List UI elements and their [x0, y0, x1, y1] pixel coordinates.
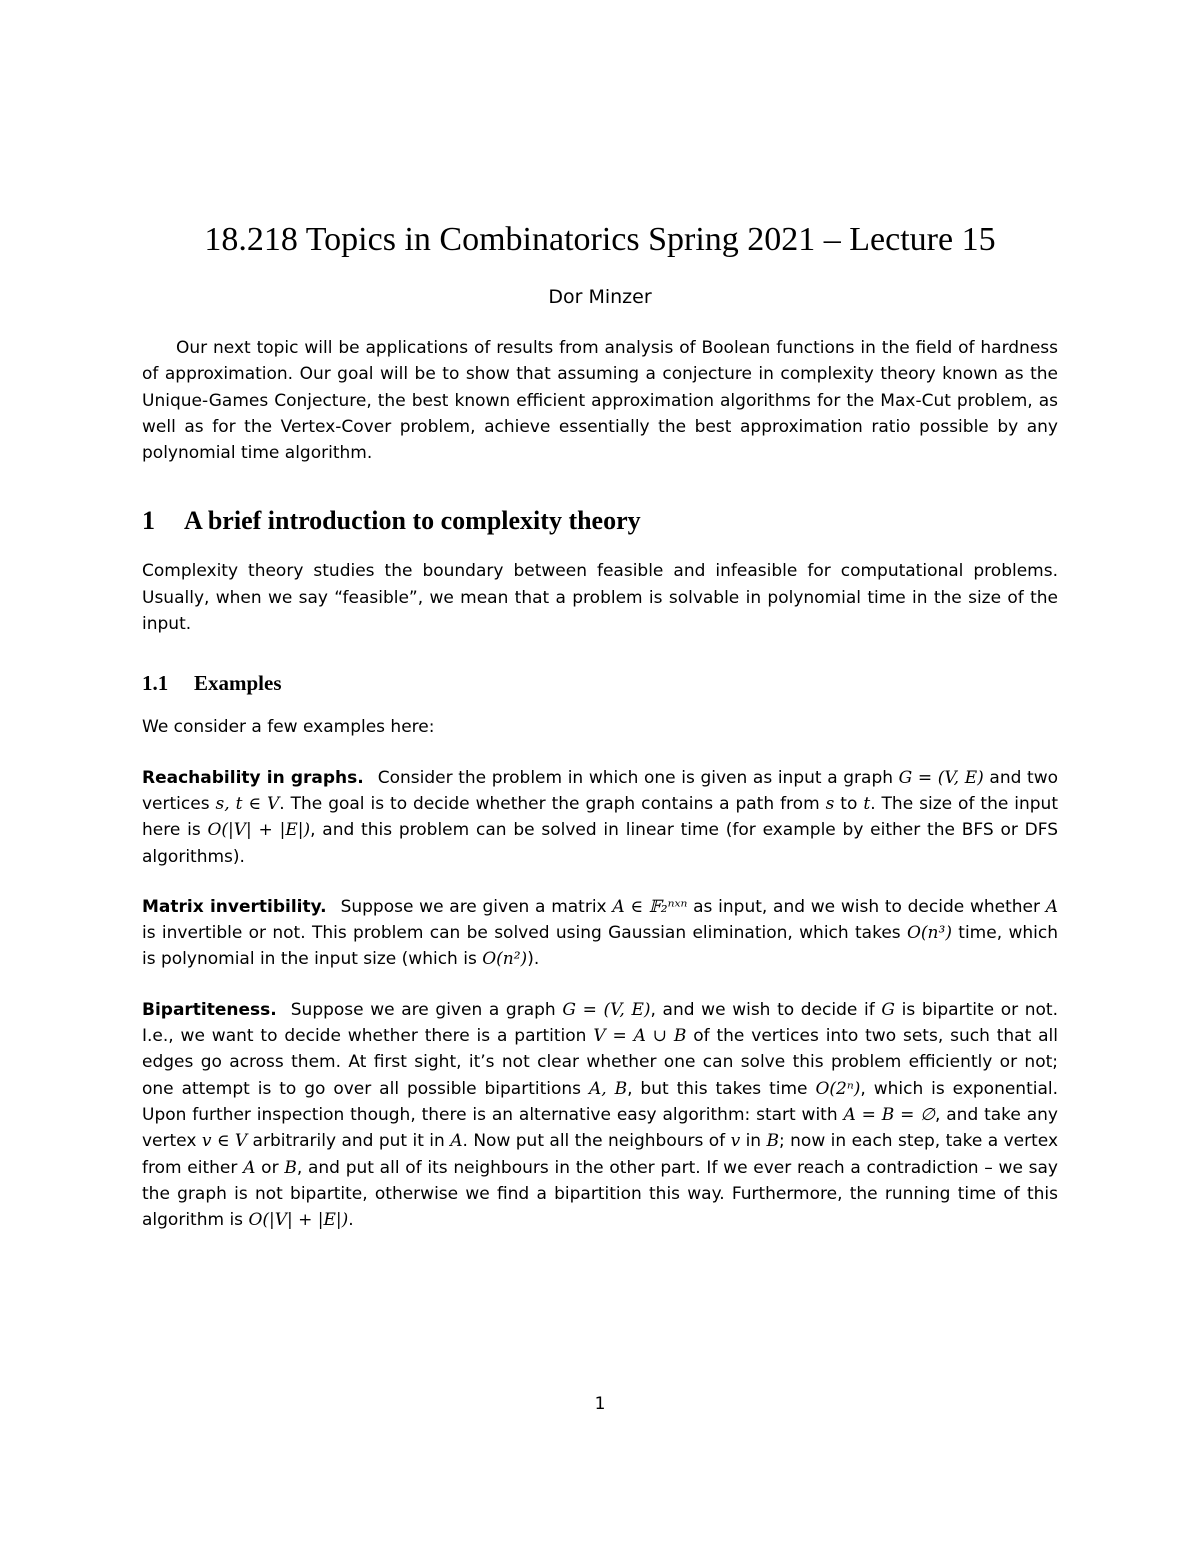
math-expression: A = B = ∅	[843, 1104, 935, 1125]
math-expression: A	[243, 1157, 256, 1178]
text-run: time, which is polynomial in the input size (which is	[142, 923, 1058, 970]
text-run: as input, and we wish to decide whether	[687, 896, 1046, 917]
example-reachability	[142, 765, 1058, 870]
math-expression: O(n²)	[482, 949, 528, 970]
text-run: . Now put all the neighbours of	[462, 1131, 731, 1152]
intro-paragraph: Our next topic will be applications of results from analysis of Boolean functions in the field of hardness of approximation. Our goal will be to show that assuming a conjecture in complexity theory known as the Unique-Games Conjecture, the best known efficient approximation algorithms for the Max-Cut problem, as well as for the Vertex-Cover problem, achieve essentially the best approximation ratio possible by any polynomial time algorithm.	[142, 338, 1058, 464]
text-run: .	[348, 1210, 354, 1231]
text-run: . The goal is to decide whether the graph contains a path from	[279, 793, 826, 814]
math-expression: v	[730, 1131, 741, 1152]
subsection-title: Examples	[194, 671, 282, 696]
text-run: , but this takes time	[627, 1078, 816, 1099]
text-run: and two vertices	[142, 767, 1059, 814]
math-expression: O(n³)	[906, 923, 952, 944]
math-expression: V = A ∪ B	[593, 1026, 687, 1047]
math-expression: G = (V, E)	[898, 767, 984, 788]
section-number: 1	[142, 506, 155, 536]
text-run: in	[740, 1131, 767, 1152]
text-run: is bipartite or not. I.e., we want to decide whether there is a partition	[142, 999, 1058, 1047]
text-run: or	[255, 1157, 285, 1178]
math-expression: A ∈ 𝔽₂ⁿˣⁿ	[612, 896, 688, 917]
text-run: Suppose we are given a graph	[290, 999, 563, 1020]
math-expression: v ∈ V	[201, 1131, 248, 1152]
math-expression: O(|V| + |E|)	[207, 820, 311, 841]
text-run: Consider the problem in which one is given as input a graph	[377, 767, 899, 788]
subsection-body: We consider a few examples here:	[142, 717, 435, 738]
text-run: is invertible or not. This problem can be solved using Gaussian elimination, which takes	[142, 923, 907, 944]
example-heading: Matrix invertibility.	[142, 896, 327, 917]
page-number: 1	[594, 1394, 606, 1414]
text-run: of the vertices into two sets, such that all edges go across them. At first sight, it’s not clear whether one can solve this problem efficiently or not; one attempt is to go over all possible bipartitions	[142, 1026, 1058, 1099]
math-expression: B	[766, 1131, 780, 1152]
math-expression: G	[881, 999, 895, 1020]
example-bipartiteness	[142, 997, 1058, 1234]
text-run: ).	[527, 949, 540, 970]
example-heading: Reachability in graphs.	[142, 767, 364, 788]
math-expression: A	[1045, 896, 1058, 917]
math-expression: O(|V| + |E|)	[248, 1210, 349, 1231]
section-heading	[142, 506, 1058, 536]
text-run: , and this problem can be solved in linear time (for example by either the BFS or DFS algorithms).	[142, 820, 1058, 867]
math-expression: B	[284, 1157, 297, 1178]
subsection-heading	[142, 671, 1058, 696]
author-name: Dor Minzer	[548, 286, 652, 308]
text-run: to	[834, 793, 864, 814]
document-title: 18.218 Topics in Combinatorics Spring 2021 – Lecture 15	[204, 221, 996, 258]
text-run: Suppose we are given a matrix	[340, 896, 613, 917]
text-run: . The size of the input here is	[142, 793, 1058, 841]
math-expression: A	[450, 1131, 463, 1152]
math-expression: A, B	[588, 1078, 628, 1099]
section-title: A brief introduction to complexity theory	[184, 506, 641, 536]
text-run: ; now in each step, take a vertex from either	[142, 1131, 1059, 1178]
math-expression: O(2ⁿ)	[815, 1078, 861, 1099]
text-run: , and we wish to decide if	[650, 999, 882, 1020]
page-content	[142, 218, 1058, 1233]
text-run: , and put all of its neighbours in the other part. If we ever reach a contradiction – we say the graph is not bipartite, otherwise we find a bipartition this way. Furthermore, the running time of this algorithm is	[142, 1157, 1058, 1231]
math-expression: G = (V, E)	[562, 999, 651, 1020]
math-expression: s	[825, 793, 835, 814]
math-expression: s, t ∈ V	[215, 793, 280, 814]
section-body: Complexity theory studies the boundary between feasible and infeasible for computational problems. Usually, when we say “feasible”, we mean that a problem is solvable in polynomial time in the size of the input.	[142, 561, 1058, 635]
example-heading: Bipartiteness.	[142, 999, 277, 1020]
subsection-number: 1.1	[142, 671, 169, 696]
text-run: arbitrarily and put it in	[247, 1131, 451, 1152]
text-run: , which is exponential. Upon further inspection though, there is an alternative easy algorithm: start with	[142, 1078, 1059, 1125]
text-run: , and take any vertex	[142, 1104, 1058, 1152]
math-expression: t	[863, 793, 871, 814]
example-matrix-invertibility	[142, 894, 1058, 973]
